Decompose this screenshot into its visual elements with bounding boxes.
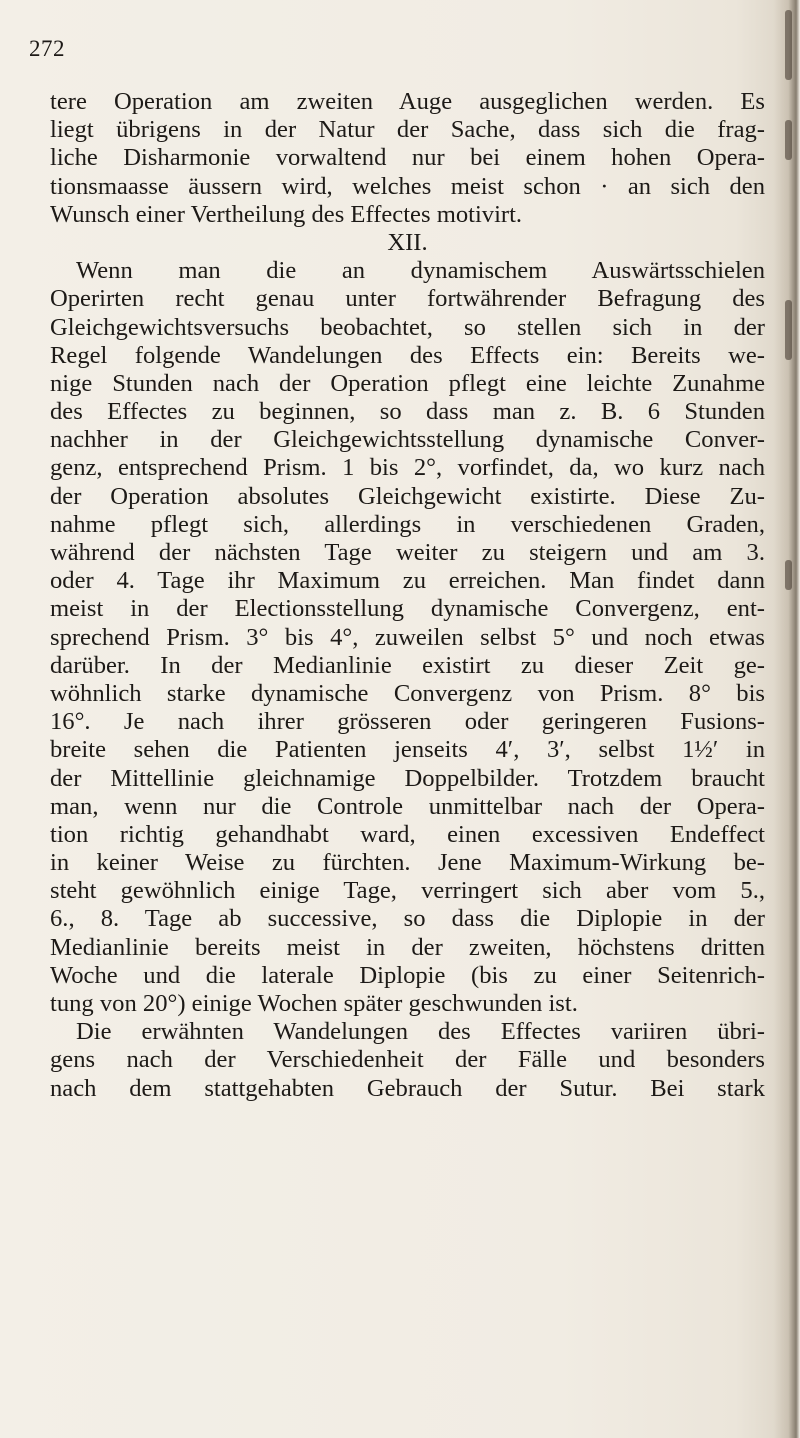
- text-line: wöhnlich starke dynamische Convergenz von Prism. 8° bis: [50, 679, 765, 707]
- text-line: Wenn man die an dynamischem Auswärtsschielen: [76, 257, 765, 285]
- edge-mark: [785, 120, 792, 160]
- text-line: der Operation absolutes Gleichgewicht existirte. Diese Zu-: [50, 482, 765, 510]
- page-edge-shadow: [774, 0, 800, 1438]
- text-line: meist in der Electionsstellung dynamische Convergenz, ent-: [50, 595, 765, 623]
- text-line: Die erwähnten Wandelungen des Effectes variiren übri-: [76, 1018, 765, 1046]
- text-line: nach dem stattgehabten Gebrauch der Sutur. Bei stark: [50, 1074, 765, 1102]
- edge-mark: [785, 10, 792, 80]
- text-line: breite sehen die Patienten jenseits 4′, 3′, selbst 1½′ in: [50, 736, 765, 764]
- text-line: Operirten recht genau unter fortwährender Befragung des: [50, 285, 765, 313]
- edge-mark: [785, 560, 792, 590]
- text-line: gens nach der Verschiedenheit der Fälle und besonders: [50, 1046, 765, 1074]
- text-line: 16°. Je nach ihrer grösseren oder geringeren Fusions-: [50, 708, 765, 736]
- paragraph-1: [50, 88, 765, 229]
- text-line: Woche und die laterale Diplopie (bis zu einer Seitenrich-: [50, 961, 765, 989]
- text-line: in keiner Weise zu fürchten. Jene Maximum-Wirkung be-: [50, 849, 765, 877]
- text-line: liche Disharmonie vorwaltend nur bei einem hohen Opera-: [50, 144, 765, 172]
- text-line: Regel folgende Wandelungen des Effects ein: Bereits we-: [50, 341, 765, 369]
- text-line: sprechend Prism. 3° bis 4°, zuweilen selbst 5° und noch etwas: [50, 623, 765, 651]
- text-line: Gleichgewichtsversuchs beobachtet, so stellen sich in der: [50, 313, 765, 341]
- text-line: während der nächsten Tage weiter zu steigern und am 3.: [50, 539, 765, 566]
- text-line: steht gewöhnlich einige Tage, verringert sich aber vom 5.,: [50, 877, 765, 905]
- text-line: Medianlinie bereits meist in der zweiten, höchstens dritten: [50, 933, 765, 961]
- text-line: tere Operation am zweiten Auge ausgeglichen werden. Es: [50, 88, 765, 115]
- text-line: nige Stunden nach der Operation pflegt eine leichte Zunahme: [50, 369, 765, 397]
- text-line: der Mittellinie gleichnamige Doppelbilder. Trotzdem braucht: [50, 764, 765, 792]
- edge-mark: [785, 300, 792, 360]
- text-line: darüber. In der Medianlinie existirt zu dieser Zeit ge-: [50, 651, 765, 679]
- text-line: oder 4. Tage ihr Maximum zu erreichen. Man findet dann: [50, 567, 765, 595]
- text-line: man, wenn nur die Controle unmittelbar nach der Opera-: [50, 792, 765, 820]
- text-line: Wunsch einer Vertheilung des Effectes motivirt.: [50, 200, 523, 228]
- text-line: tung von 20°) einige Wochen später geschwunden ist.: [50, 990, 578, 1017]
- section-heading: XII.: [387, 228, 428, 256]
- text-line: liegt übrigens in der Natur der Sache, dass sich die frag-: [50, 116, 765, 144]
- page-number: 272: [29, 36, 65, 61]
- text-line: nahme pflegt sich, allerdings in verschiedenen Graden,: [50, 510, 765, 538]
- paragraph-3: [50, 1018, 765, 1103]
- text-line: nachher in der Gleichgewichtsstellung dynamische Conver-: [50, 426, 765, 454]
- text-line: des Effectes zu beginnen, so dass man z. B. 6 Stunden: [50, 398, 765, 426]
- body-text: [50, 88, 765, 1103]
- text-line: 6., 8. Tage ab successive, so dass die Diplopie in der: [50, 905, 765, 933]
- text-line: tion richtig gehandhabt ward, einen excessiven Endeffect: [50, 820, 765, 848]
- text-line: tionsmaasse äussern wird, welches meist schon · an sich den: [50, 172, 765, 200]
- paragraph-2: [50, 257, 765, 1018]
- text-line: genz, entsprechend Prism. 1 bis 2°, vorfindet, da, wo kurz nach: [50, 454, 765, 482]
